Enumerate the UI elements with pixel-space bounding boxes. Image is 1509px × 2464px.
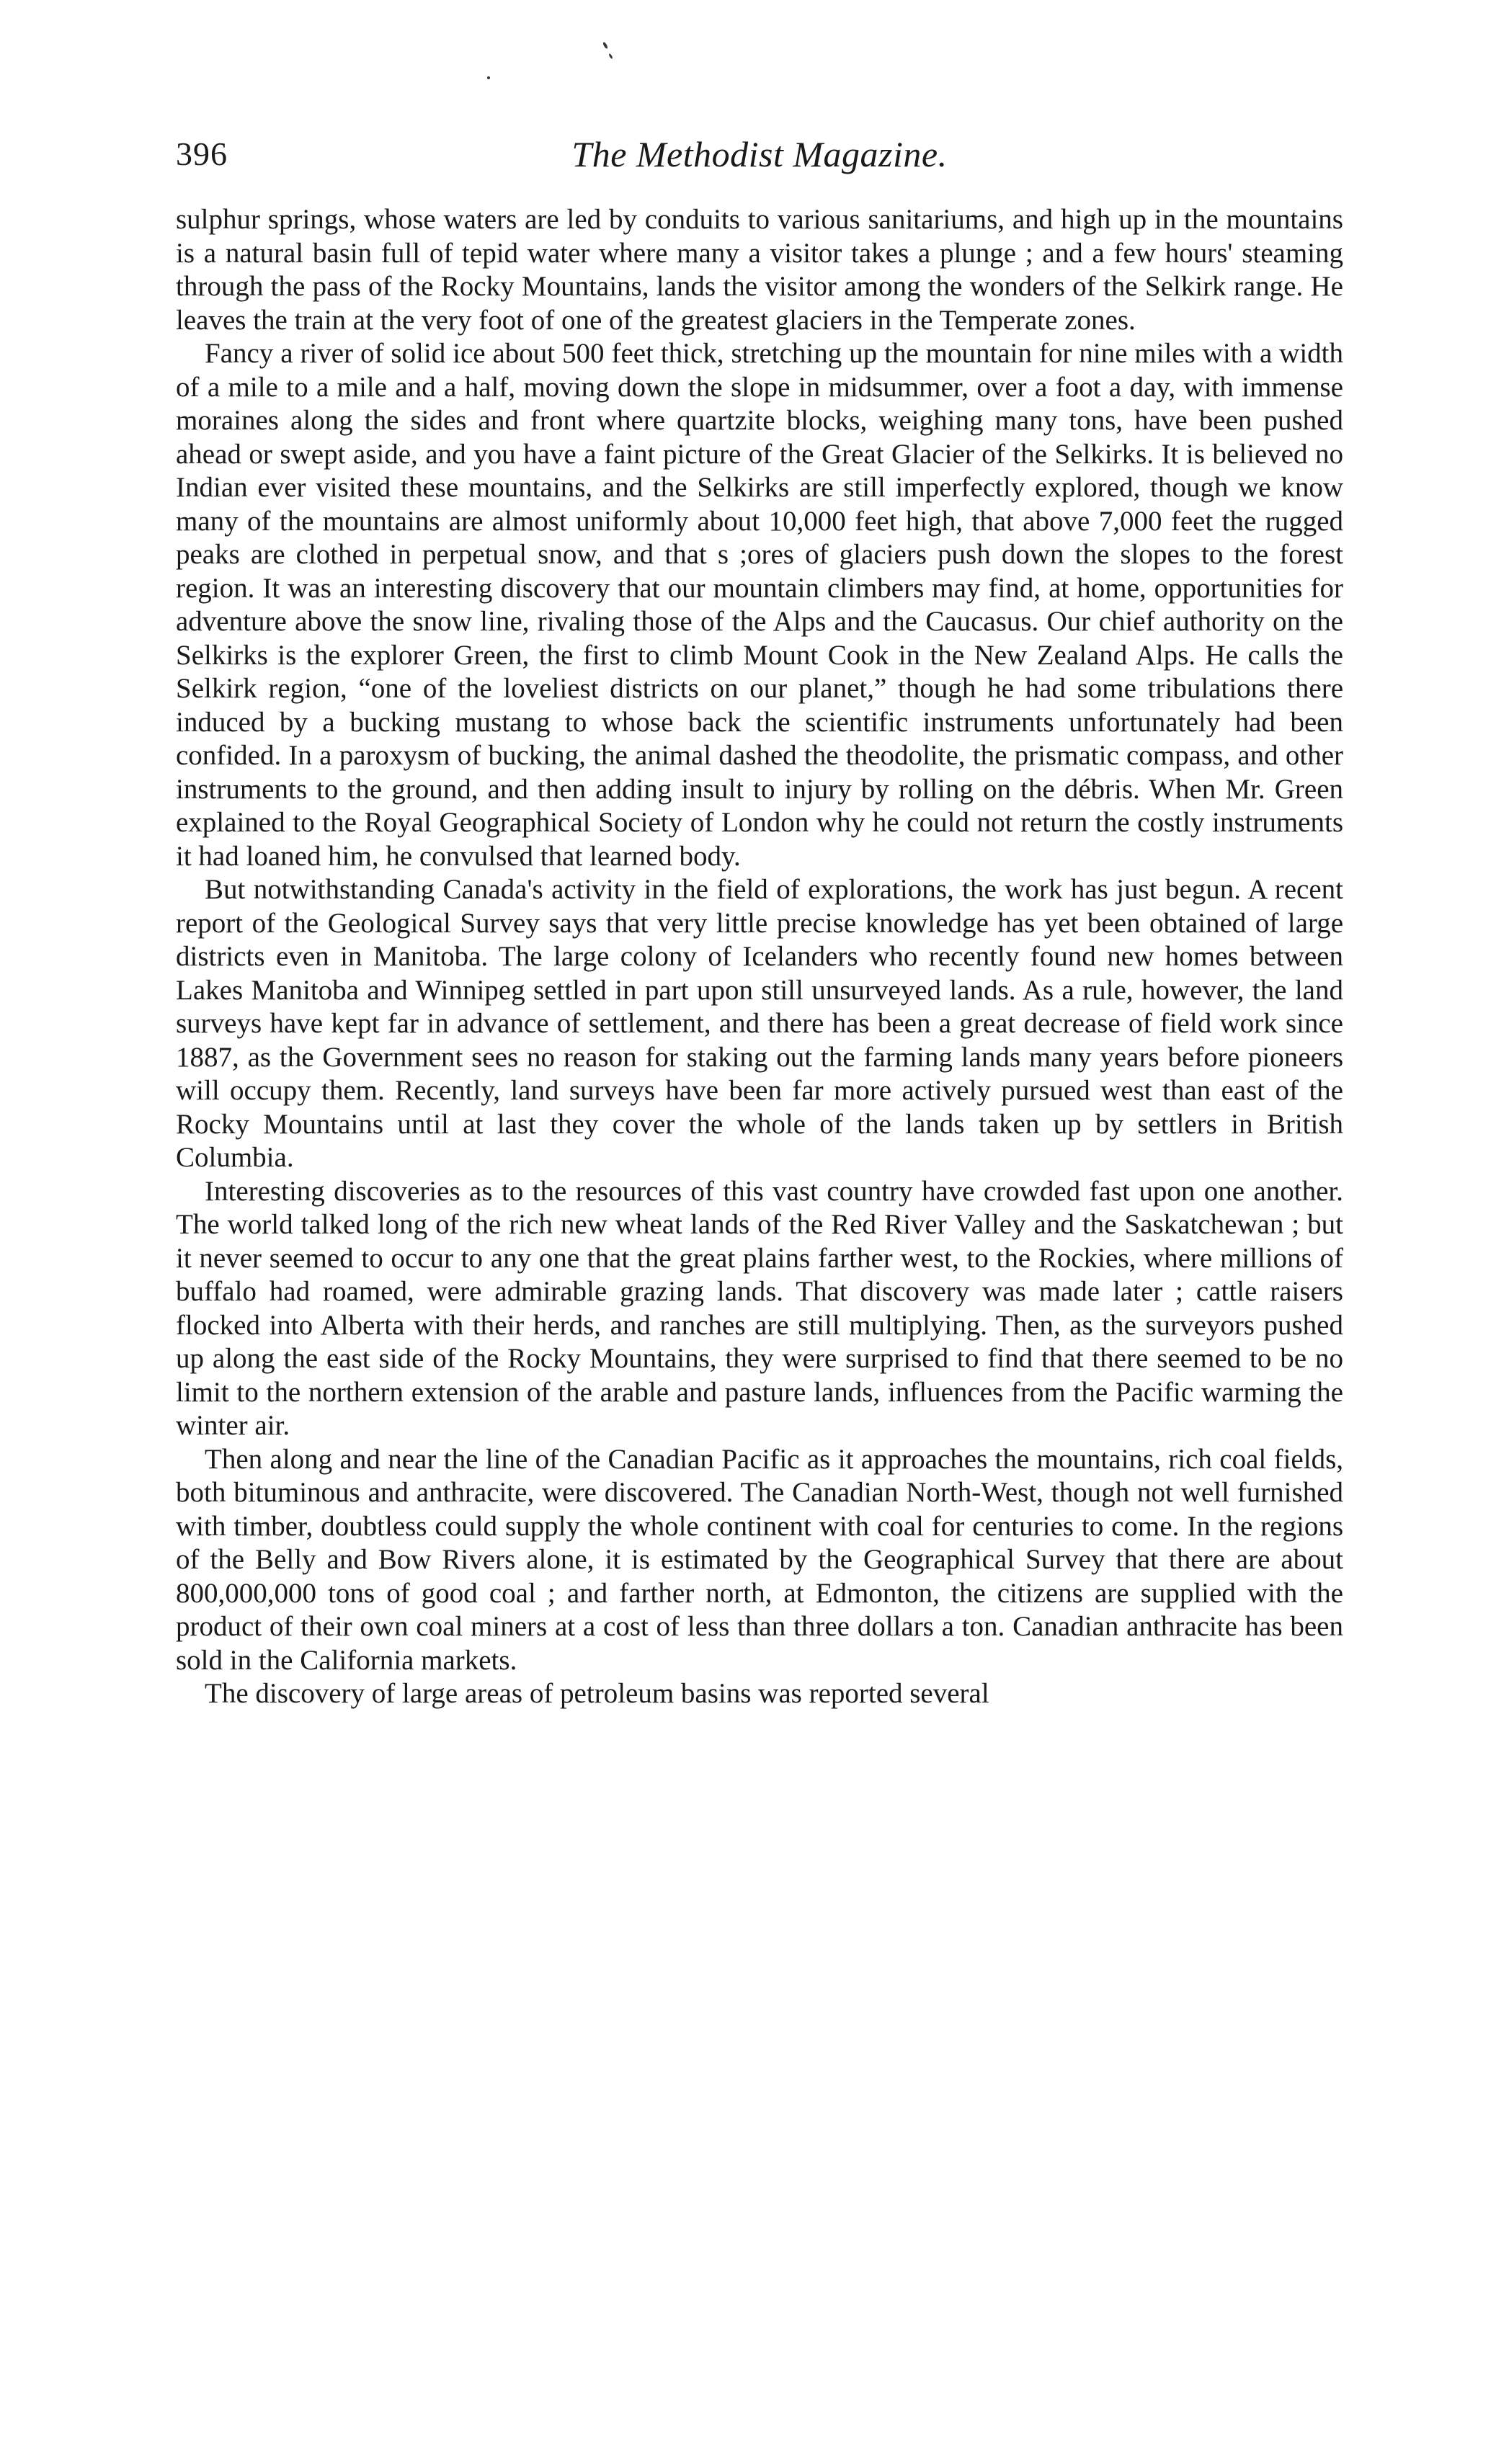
scan-speck [602, 42, 608, 50]
paragraph: sulphur springs, whose waters are led by conduits to various sanitariums, and high up in the mountains is a natural basin full of tepid water where many a visitor takes a plunge ; and a few hours' steaming through the pass of the Rocky Mountains, lands the visitor among the wonders of the Selkirk range. He leaves the train at the very foot of one of the greatest glaciers in the Temperate zones. [176, 204, 1343, 336]
page-header [176, 133, 1343, 183]
scan-speck [608, 53, 613, 59]
paragraph: Fancy a river of solid ice about 500 feet thick, stretching up the mountain for nine miles with a width of a mile to a mile and a half, moving down the slope in midsummer, over a foot a day, with immense moraines along the sides and front where quartzite blocks, weighing many tons, have been pushed ahead or swept aside, and you have a faint picture of the Great Glacier of the Selkirks. It is believed no Indian ever visited these mountains, and the Selkirks are still imperfectly explored, though we know many of the mountains are almost uniformly about 10,000 feet high, that above 7,000 feet the rugged peaks are clothed in perpetual snow, and that s ;ores of glaciers push down the slopes to the forest region. It was an interesting discovery that our mountain climbers may find, at home, opportunities for adventure above the snow line, rivaling those of the Alps and the Caucasus. Our chief authority on the Selkirks is the explorer Green, the first to climb Mount Cook in the New Zealand Alps. He calls the Selkirk region, “one of the loveliest districts on our planet,” though he had some tribulations there induced by a bucking mustang to whose back the scientific instruments unfortunately had been confided. In a paroxysm of bucking, the animal dashed the theodolite, the prismatic compass, and other instruments to the ground, and then adding insult to injury by rolling on the débris. When Mr. Green explained to the Royal Geographical Society of London why he could not return the costly instruments it had loaned him, he convulsed that learned body. [176, 338, 1343, 872]
paragraph: Then along and near the line of the Canadian Pacific as it approaches the mountains, rich coal fields, both bituminous and anthracite, were discovered. The Canadian North-West, though not well furnished with timber, doubtless could supply the whole continent with coal for centuries to come. In the regions of the Belly and Bow Rivers alone, it is estimated by the Geographical Survey that there are about 800,000,000 tons of good coal ; and farther north, at Edmonton, the citizens are supplied with the product of their own coal miners at a cost of less than three dollars a ton. Canadian anthracite has been sold in the California markets. [176, 1443, 1343, 1676]
running-title: The Methodist Magazine. [571, 134, 948, 174]
paragraph: Interesting discoveries as to the resources of this vast country have crowded fast upon one another. The world talked long of the rich new wheat lands of the Red River Valley and the Saskatchewan ; but it never seemed to occur to any one that the great plains farther west, to the Rockies, where millions of buffalo had roamed, were admirable grazing lands. That discovery was made later ; cattle raisers flocked into Alberta with their herds, and ranches are still multiplying. Then, as the surveyors pushed up along the east side of the Rocky Mountains, they were surprised to find that there seemed to be no limit to the northern extension of the arable and pasture lands, influences from the Pacific warming the winter air. [176, 1175, 1343, 1441]
paragraph: But notwithstanding Canada's activity in the field of explorations, the work has just begun. A recent report of the Geological Survey says that very little precise knowledge has yet been obtained of large districts even in Manitoba. The large colony of Icelanders who recently found new homes between Lakes Manitoba and Winnipeg settled in part upon still unsurveyed lands. As a rule, however, the land surveys have kept far in advance of settlement, and there has been a great decrease of field work since 1887, as the Government sees no reason for staking out the farming lands many years before pioneers will occupy them. Recently, land surveys have been far more actively pursued west than east of the Rocky Mountains until at last they cover the whole of the lands taken up by settlers in British Columbia. [176, 874, 1343, 1173]
article-body [176, 203, 1343, 1711]
scan-speck [487, 76, 490, 79]
paragraph: The discovery of large areas of petroleum basins was reported several [205, 1678, 989, 1709]
page-number: 396 [176, 135, 228, 172]
